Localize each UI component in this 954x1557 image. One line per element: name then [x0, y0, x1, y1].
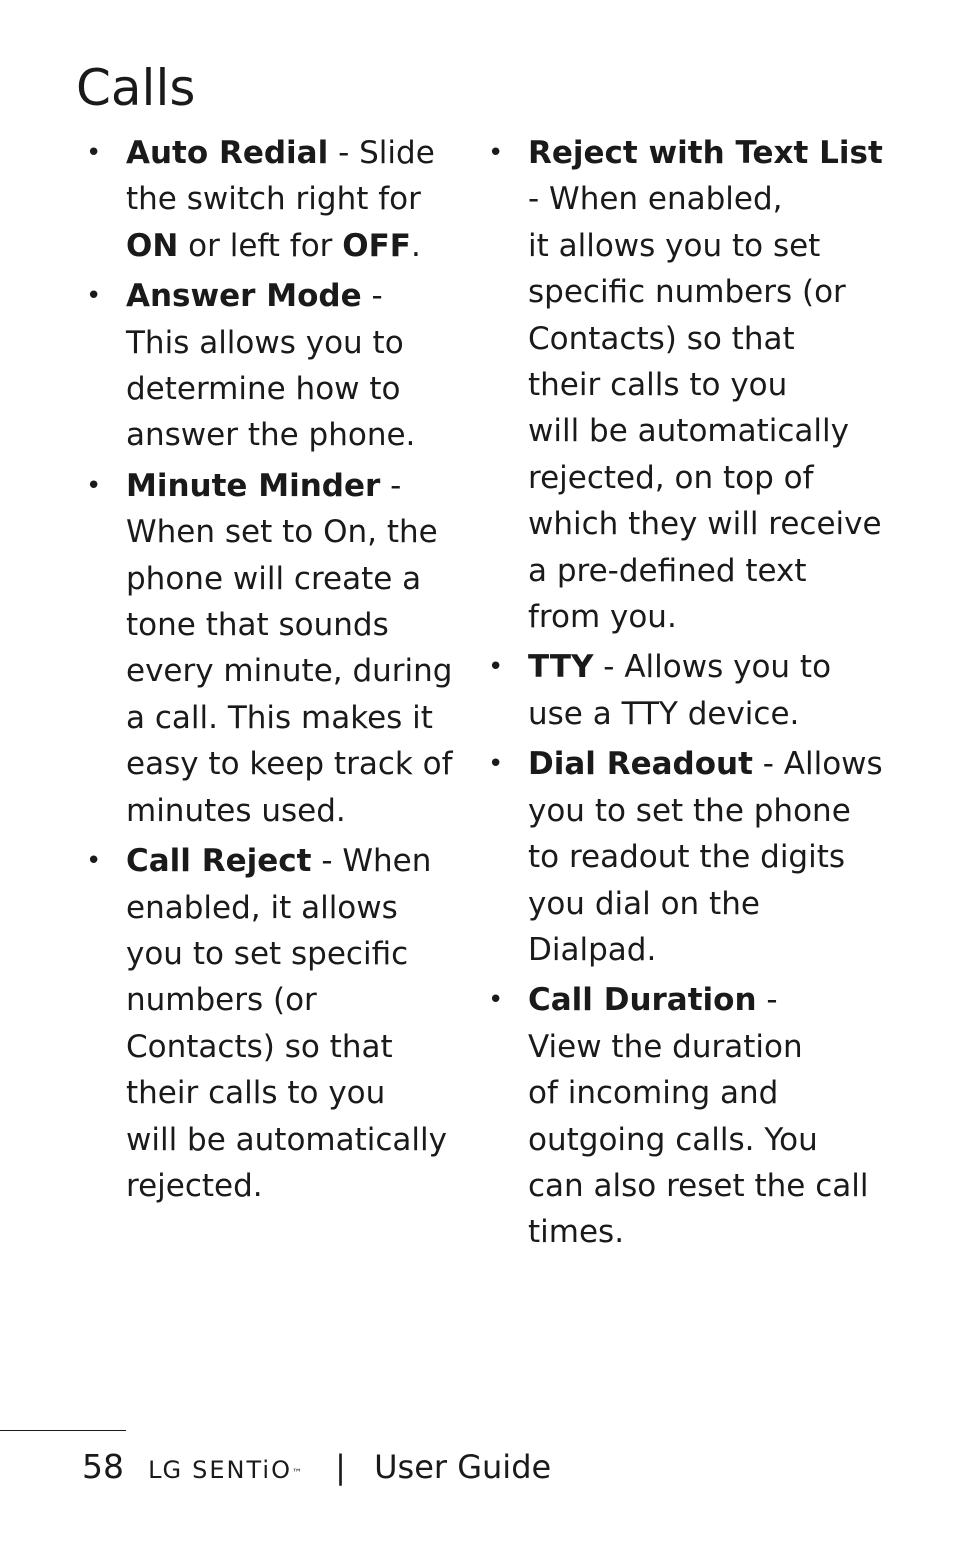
- item-desc: will be automatically: [126, 1121, 447, 1158]
- term-auto-redial: Auto Redial: [126, 135, 329, 171]
- item-desc: you dial on the: [528, 885, 760, 922]
- item-desc: .: [411, 227, 421, 264]
- list-item-tty: [488, 644, 868, 737]
- page-title: Calls: [76, 59, 196, 117]
- term-call-reject: Call Reject: [126, 843, 312, 880]
- item-desc: -: [756, 982, 778, 1019]
- item-desc: -: [361, 278, 383, 315]
- item-desc: tone that sounds: [126, 607, 389, 644]
- list-item-call-reject: [86, 838, 456, 1209]
- term-minute-minder: Minute Minder: [126, 467, 381, 504]
- term-answer-mode: Answer Mode: [126, 278, 362, 315]
- item-desc: View the duration: [528, 1028, 803, 1065]
- item-desc: Dialpad.: [528, 931, 657, 968]
- item-desc: outgoing calls. You: [528, 1121, 818, 1158]
- list-item-call-duration: [488, 977, 868, 1255]
- term-dial-readout: Dial Readout: [528, 746, 753, 783]
- item-desc: specific numbers (or: [528, 274, 846, 311]
- item-desc: it allows you to set: [528, 227, 821, 264]
- item-desc: - Allows: [752, 746, 883, 783]
- item-desc: times.: [528, 1214, 625, 1251]
- brand-trademark: ™: [291, 1468, 303, 1479]
- item-desc: a pre-defined text: [528, 552, 807, 589]
- bullet-icon: •: [86, 470, 102, 501]
- bullet-icon: •: [488, 985, 504, 1016]
- item-desc: a call. This makes it: [126, 699, 433, 736]
- item-desc: enabled, it allows: [126, 889, 398, 926]
- item-desc: will be automatically: [528, 413, 849, 450]
- brand-name: SENTiO: [192, 1456, 292, 1484]
- list-item-reject-with-text-list: [488, 130, 883, 640]
- item-desc: minutes used.: [126, 792, 346, 829]
- item-desc: can also reset the call: [528, 1167, 869, 1204]
- item-desc: use a TTY device.: [528, 695, 800, 732]
- list-item-answer-mode: [86, 273, 456, 459]
- term-reject-with-text-list: Reject with Text List: [528, 135, 883, 171]
- off-keyword: OFF: [342, 227, 411, 264]
- on-keyword: ON: [126, 227, 179, 264]
- item-desc: their calls to you: [126, 1075, 386, 1112]
- item-desc: their calls to you: [528, 367, 788, 404]
- item-desc: - Allows you to: [593, 649, 832, 686]
- item-desc: you to set the phone: [528, 792, 851, 829]
- footer-divider: [0, 1430, 126, 1431]
- term-call-duration: Call Duration: [528, 982, 757, 1019]
- item-desc: - When enabled,: [528, 181, 783, 218]
- item-desc: phone will create a: [126, 560, 422, 597]
- item-desc: which they will receive: [528, 506, 882, 543]
- page-number: 58: [82, 1447, 124, 1486]
- bullet-icon: •: [86, 138, 102, 168]
- page-footer: [82, 1443, 551, 1493]
- item-desc: Contacts) so that: [528, 320, 795, 357]
- brand-logo: [148, 1446, 303, 1494]
- item-desc: -: [380, 467, 402, 504]
- right-column: [488, 130, 883, 1260]
- bullet-icon: •: [488, 138, 504, 168]
- list-item-auto-redial: [86, 130, 456, 269]
- item-desc: When set to On, the: [126, 514, 438, 551]
- guide-label: User Guide: [374, 1448, 552, 1486]
- item-desc: numbers (or: [126, 982, 317, 1019]
- item-desc: rejected.: [126, 1167, 263, 1204]
- brand-prefix: LG: [148, 1456, 183, 1484]
- item-desc: - When: [311, 843, 432, 880]
- item-desc: of incoming and: [528, 1075, 779, 1112]
- item-desc: you to set specific: [126, 935, 409, 972]
- item-desc: easy to keep track of: [126, 746, 453, 783]
- item-desc: rejected, on top of: [528, 459, 814, 496]
- item-desc: to readout the digits: [528, 839, 846, 876]
- list-item-minute-minder: [86, 463, 456, 834]
- bullet-icon: •: [86, 281, 102, 312]
- item-desc: Contacts) so that: [126, 1028, 393, 1065]
- item-desc: from you.: [528, 599, 677, 636]
- item-desc: or left for: [178, 227, 343, 264]
- bullet-icon: •: [488, 749, 504, 780]
- term-tty: TTY: [528, 649, 594, 686]
- item-desc: determine how to: [126, 371, 401, 408]
- list-item-dial-readout: [488, 741, 883, 973]
- footer-separator: |: [335, 1448, 346, 1486]
- item-desc: This allows you to: [126, 324, 404, 361]
- left-column: [86, 130, 456, 1213]
- item-desc: answer the phone.: [126, 417, 416, 454]
- bullet-icon: •: [86, 846, 102, 877]
- bullet-icon: •: [488, 652, 504, 683]
- item-desc: - Slide: [328, 135, 435, 171]
- item-desc: the switch right for: [126, 181, 421, 218]
- item-desc: every minute, during: [126, 653, 453, 690]
